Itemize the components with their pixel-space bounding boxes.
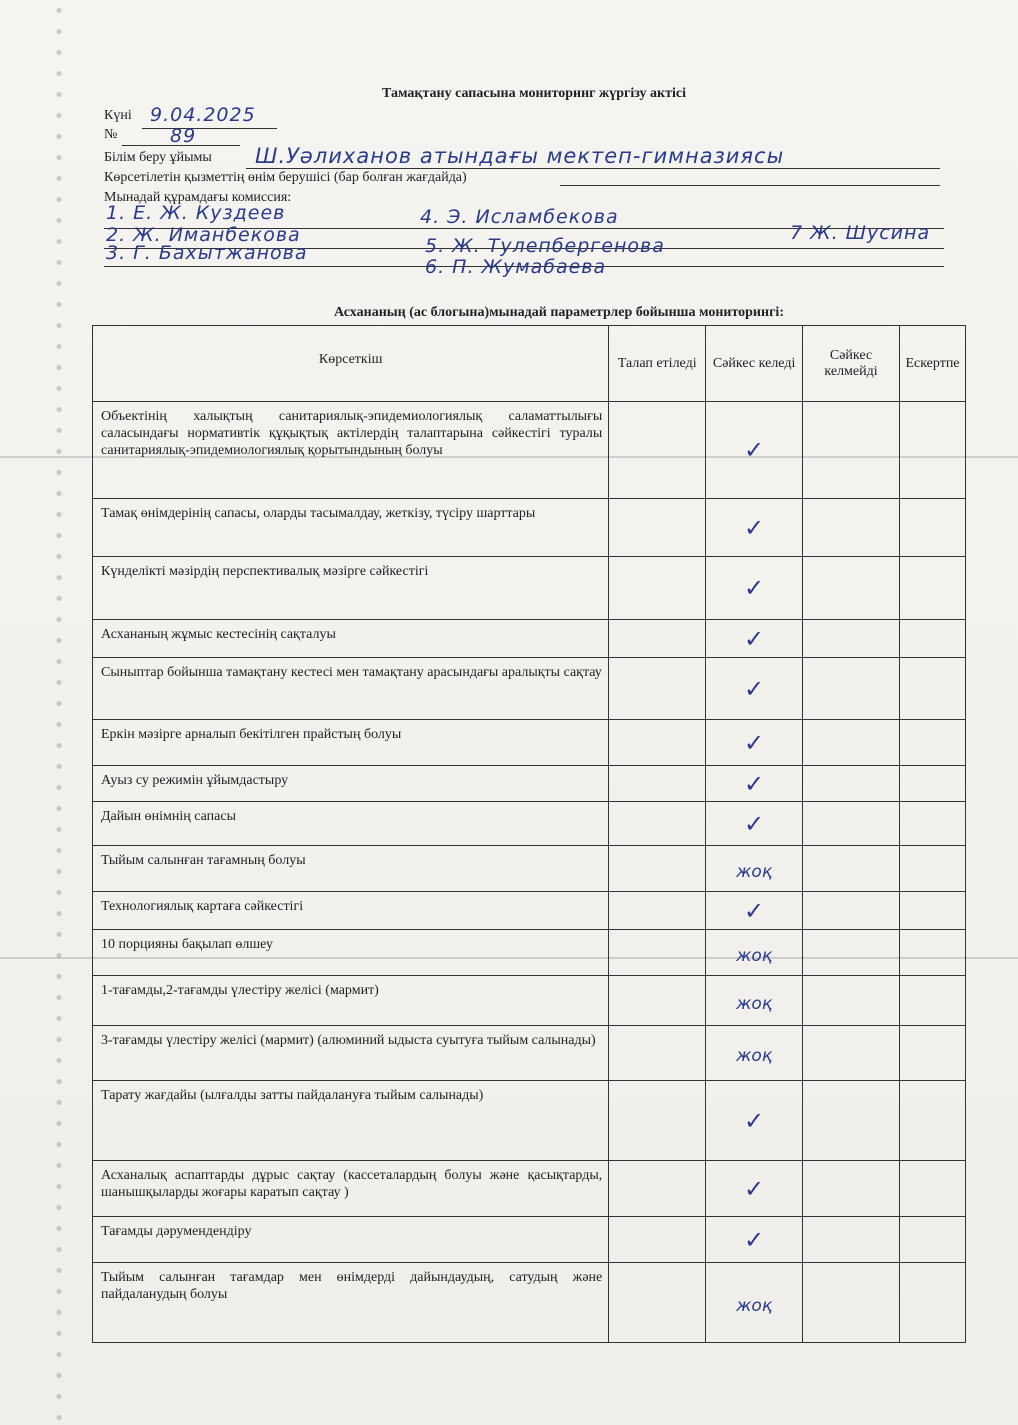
table-row <box>93 620 966 658</box>
indicator-cell: 10 порцияны бақылап өлшеу <box>93 930 609 976</box>
required-cell <box>609 976 706 1026</box>
table-row <box>93 930 966 976</box>
compliant-cell <box>706 720 803 766</box>
required-cell <box>609 1263 706 1343</box>
check-mark-icon: ✓ <box>744 896 765 925</box>
table-row <box>93 892 966 930</box>
table-row <box>93 846 966 892</box>
note-cell <box>899 976 965 1026</box>
indicator-cell: Асхананың жұмыс кестесінің сақталуы <box>93 620 609 658</box>
underline <box>142 128 277 129</box>
note-cell <box>899 1217 965 1263</box>
note-cell <box>899 557 965 620</box>
compliant-cell <box>706 930 803 976</box>
number-label: № <box>104 127 118 142</box>
non-compliant-cell <box>803 658 900 720</box>
check-mark-icon: ✓ <box>744 1106 765 1135</box>
header-compliant: Сәйкес келеді <box>706 326 803 402</box>
compliant-cell <box>706 1217 803 1263</box>
commission-member: 2. Ж. Иманбекова <box>106 224 301 246</box>
note-cell <box>899 1081 965 1161</box>
underline <box>560 185 940 186</box>
required-cell <box>609 620 706 658</box>
indicator-cell: Тыйым салынған тағамның болуы <box>93 846 609 892</box>
non-compliant-cell <box>803 1263 900 1343</box>
non-compliant-cell <box>803 557 900 620</box>
date-value: 9.04.2025 <box>150 104 256 126</box>
supplier-label: Көрсетілетін қызметтің өнім берушісі (бар болған жағдайда) <box>104 170 467 185</box>
check-mark-icon: ✓ <box>744 728 765 757</box>
commission-member: 4. Э. Исламбекова <box>420 206 619 228</box>
required-cell <box>609 658 706 720</box>
header-non-compliant: Сәйкес келмейді <box>803 326 900 402</box>
table-row <box>93 1081 966 1161</box>
non-compliant-cell <box>803 846 900 892</box>
compliant-cell <box>706 766 803 802</box>
compliant-cell <box>706 402 803 499</box>
header-indicator: Көрсеткіш <box>93 326 609 402</box>
required-cell <box>609 1081 706 1161</box>
monitoring-table <box>92 325 966 1343</box>
indicator-cell: 1-тағамды,2-тағамды үлестіру желісі (мармит) <box>93 976 609 1026</box>
header-note: Ескертпе <box>899 326 965 402</box>
header-required: Талап етіледі <box>609 326 706 402</box>
compliant-cell <box>706 557 803 620</box>
compliant-cell <box>706 499 803 557</box>
table-row <box>93 1026 966 1081</box>
check-mark-icon: ✓ <box>744 513 765 542</box>
non-compliant-cell <box>803 720 900 766</box>
handwritten-mark: жоқ <box>736 861 773 882</box>
document-title: Тамақтану сапасына мониторинг жүргізу актісі <box>382 86 686 101</box>
handwritten-mark: жоқ <box>736 993 773 1014</box>
table-row <box>93 557 966 620</box>
note-cell <box>899 892 965 930</box>
number-value: 89 <box>170 125 197 147</box>
compliant-cell <box>706 802 803 846</box>
indicator-cell: Күнделікті мәзірдің перспективалық мәзірге сәйкестігі <box>93 557 609 620</box>
org-value: Ш.Уәлиханов атындағы мектеп-гимназиясы <box>255 144 785 168</box>
check-mark-icon: ✓ <box>744 769 765 798</box>
compliant-cell <box>706 658 803 720</box>
note-cell <box>899 658 965 720</box>
required-cell <box>609 802 706 846</box>
indicator-cell: Тарату жағдайы (ылғалды затты пайдалануға тыйым салынады) <box>93 1081 609 1161</box>
indicator-cell: Тамақ өнімдерінің сапасы, оларды тасымалдау, жеткізу, түсіру шарттары <box>93 499 609 557</box>
underline <box>246 168 940 169</box>
note-cell <box>899 720 965 766</box>
table-row <box>93 499 966 557</box>
commission-member: 1. Е. Ж. Куздеев <box>106 202 286 224</box>
date-label: Күні <box>104 108 132 123</box>
indicator-cell: 3-тағамды үлестіру желісі (мармит) (алюминий ыдыста суытуға тыйым салынады) <box>93 1026 609 1081</box>
note-cell <box>899 1161 965 1217</box>
table-row <box>93 720 966 766</box>
required-cell <box>609 557 706 620</box>
section-subtitle: Асхананың (ас блогына)мынадай параметрлер бойынша мониторингі: <box>334 305 784 320</box>
non-compliant-cell <box>803 892 900 930</box>
note-cell <box>899 620 965 658</box>
note-cell <box>899 1026 965 1081</box>
non-compliant-cell <box>803 802 900 846</box>
note-cell <box>899 402 965 499</box>
compliant-cell <box>706 1081 803 1161</box>
compliant-cell <box>706 620 803 658</box>
compliant-cell <box>706 976 803 1026</box>
non-compliant-cell <box>803 620 900 658</box>
indicator-cell: Объектінің халықтың санитариялық-эпидемиологиялық саламаттылығы саласындағы нормативтік құқықтық актілердің талаптарына сәйкестігі туралы санитариялық-эпидемиологиялық қорытындының болуы <box>93 402 609 499</box>
table-row <box>93 658 966 720</box>
commission-member: 3. Г. Бахытжанова <box>106 242 308 264</box>
commission-member: 5. Ж. Тулепбергенова <box>425 235 665 257</box>
required-cell <box>609 930 706 976</box>
compliant-cell <box>706 1263 803 1343</box>
indicator-cell: Асханалық аспаптарды дұрыс сақтау (кассеталардың болуы және қасықтарды, шанышқыларды жоғары каратып сақтау ) <box>93 1161 609 1217</box>
required-cell <box>609 402 706 499</box>
check-mark-icon: ✓ <box>744 1225 765 1254</box>
required-cell <box>609 1026 706 1081</box>
note-cell <box>899 930 965 976</box>
required-cell <box>609 892 706 930</box>
note-cell <box>899 766 965 802</box>
non-compliant-cell <box>803 499 900 557</box>
non-compliant-cell <box>803 1081 900 1161</box>
check-mark-icon: ✓ <box>744 436 765 464</box>
binder-holes <box>52 0 66 1425</box>
handwritten-mark: жоқ <box>736 1046 773 1066</box>
handwritten-mark: жоқ <box>736 945 773 966</box>
table-row <box>93 976 966 1026</box>
required-cell <box>609 499 706 557</box>
table-row <box>93 802 966 846</box>
check-mark-icon: ✓ <box>744 624 765 653</box>
non-compliant-cell <box>803 930 900 976</box>
check-mark-icon: ✓ <box>744 1174 765 1203</box>
commission-member: 6. П. Жумабаева <box>425 256 607 278</box>
handwritten-mark: жоқ <box>736 1295 773 1316</box>
non-compliant-cell <box>803 1217 900 1263</box>
note-cell <box>899 846 965 892</box>
compliant-cell <box>706 1161 803 1217</box>
indicator-cell: Дайын өнімнің сапасы <box>93 802 609 846</box>
compliant-cell <box>706 1026 803 1081</box>
table-row <box>93 1217 966 1263</box>
required-cell <box>609 766 706 802</box>
note-cell <box>899 499 965 557</box>
check-mark-icon: ✓ <box>744 674 765 703</box>
note-cell <box>899 802 965 846</box>
table-row <box>93 402 966 499</box>
non-compliant-cell <box>803 766 900 802</box>
required-cell <box>609 1217 706 1263</box>
table-row <box>93 1263 966 1343</box>
indicator-cell: Технологиялық картаға сәйкестігі <box>93 892 609 930</box>
indicator-cell: Ауыз су режимін ұйымдастыру <box>93 766 609 802</box>
non-compliant-cell <box>803 402 900 499</box>
compliant-cell <box>706 892 803 930</box>
required-cell <box>609 1161 706 1217</box>
commission-member: 7 Ж. Шусина <box>790 222 931 244</box>
indicator-cell: Сыныптар бойынша тамақтану кестесі мен тамақтану арасындағы аралықты сақтау <box>93 658 609 720</box>
non-compliant-cell <box>803 1026 900 1081</box>
check-mark-icon: ✓ <box>744 574 765 602</box>
non-compliant-cell <box>803 976 900 1026</box>
table-row <box>93 766 966 802</box>
check-mark-icon: ✓ <box>744 809 765 838</box>
indicator-cell: Тағамды дәрумендендіру <box>93 1217 609 1263</box>
note-cell <box>899 1263 965 1343</box>
table-row <box>93 1161 966 1217</box>
commission-label: Мынадай құрамдағы комиссия: <box>104 190 292 205</box>
required-cell <box>609 846 706 892</box>
org-label: Білім беру ұйымы <box>104 150 212 165</box>
indicator-cell: Еркін мәзірге арналып бекітілген прайстың болуы <box>93 720 609 766</box>
compliant-cell <box>706 846 803 892</box>
required-cell <box>609 720 706 766</box>
non-compliant-cell <box>803 1161 900 1217</box>
indicator-cell: Тыйым салынған тағамдар мен өнімдерді дайындаудың, сатудың және пайдаланудың болуы <box>93 1263 609 1343</box>
